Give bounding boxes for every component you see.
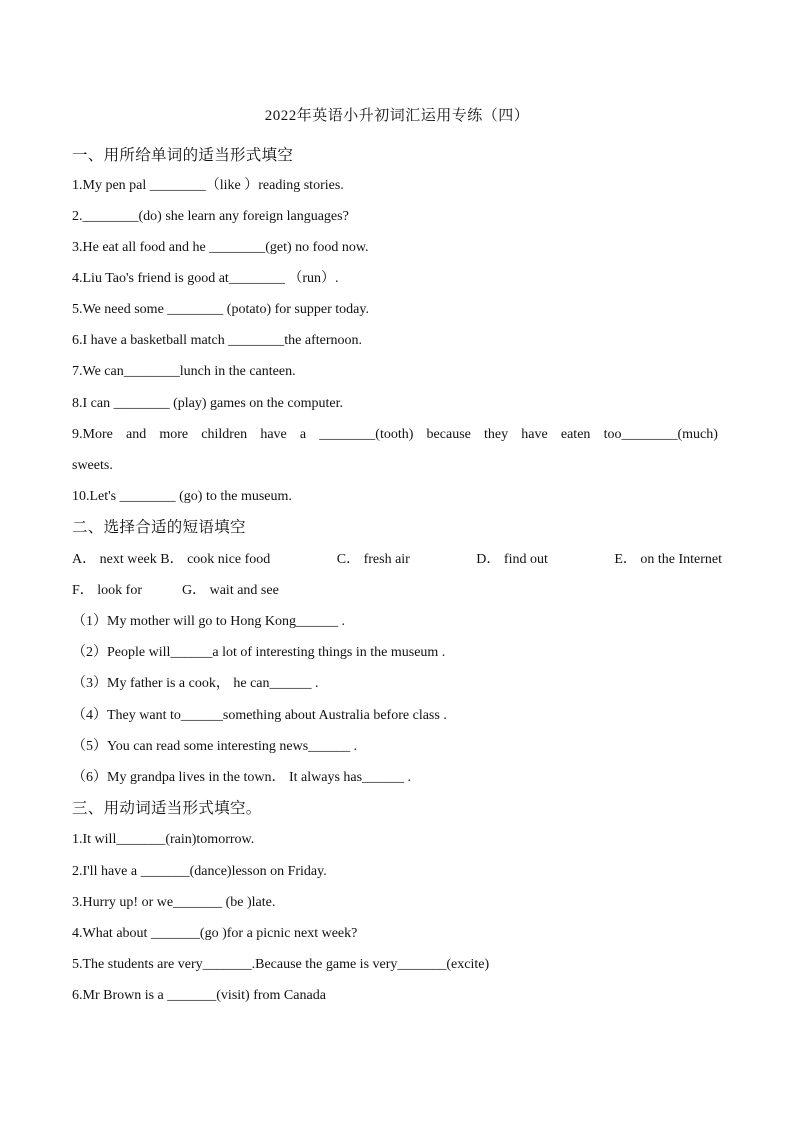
item9-word: more [159,427,189,442]
section1-item-10: 10.Let's ________ (go) to the museum. [72,489,292,504]
section1-item-9 [72,425,718,445]
item9-word: too________(much) [603,427,718,442]
item9-word: have [260,427,287,442]
option-d: D． find out [476,552,548,567]
item9-word: because [426,427,471,442]
section1-item-5: 5.We need some ________ (potato) for supper today. [72,302,369,317]
section1-item-8: 8.I can ________ (play) games on the computer. [72,396,343,411]
item9-word: a [299,427,307,442]
item9-word: have [521,427,548,442]
section3-item-2: 2.I'll have a _______(dance)lesson on Friday. [72,864,327,879]
section3-item-5: 5.The students are very_______.Because the game is very_______(excite) [72,957,490,972]
option-c: C． fresh air [336,552,410,567]
section3-item-1: 1.It will_______(rain)tomorrow. [72,832,255,847]
option-g: G． wait and see [182,583,279,598]
section2-item-4: （4）They want to______something about Australia before class . [72,708,447,723]
option-ab: A． next week B． cook nice food [72,552,271,567]
section1-item-2: 2.________(do) she learn any foreign languages? [72,209,349,224]
section2-item-1: （1）My mother will go to Hong Kong______ . [72,614,345,629]
section1-item-4: 4.Liu Tao's friend is good at________ （run）. [72,271,339,286]
section2-heading: 二、选择合适的短语填空 [72,518,246,536]
section3-item-6: 6.Mr Brown is a _______(visit) from Canada [72,988,326,1003]
option-e: E． on the Internet [614,552,722,567]
item9-word: and [125,427,147,442]
section2-options-row1 [72,550,722,570]
section1-item-7: 7.We can________lunch in the canteen. [72,364,296,379]
option-f: F． look for [72,583,142,598]
section1-item-1: 1.My pen pal ________（like ）reading stories. [72,178,344,193]
section1-item-3: 3.He eat all food and he ________(get) no food now. [72,240,369,255]
item9-word: they [484,427,509,442]
section3-item-3: 3.Hurry up! or we_______ (be )late. [72,895,276,910]
item9-word: children [201,427,248,442]
section1-item-9-continued: sweets. [72,458,113,473]
section2-item-3: （3）My father is a cook， he can______ . [72,676,319,691]
item9-word: ________(tooth) [319,427,414,442]
document-title: 2022年英语小升初词汇运用专练（四） [264,108,530,124]
section3-item-4: 4.What about _______(go )for a picnic next week? [72,926,358,941]
section2-item-6: （6）My grandpa lives in the town． It always has______ . [72,770,412,785]
section2-item-5: （5）You can read some interesting news______ . [72,739,358,754]
item9-word: 9.More [72,427,113,442]
section1-item-6: 6.I have a basketball match ________the afternoon. [72,333,363,348]
item9-word: eaten [560,427,591,442]
section2-item-2: （2）People will______a lot of interesting things in the museum . [72,645,446,660]
section2-options-row2 [72,581,279,601]
section1-heading: 一、用所给单词的适当形式填空 [72,146,294,164]
section3-heading: 三、用动词适当形式填空。 [72,799,262,817]
